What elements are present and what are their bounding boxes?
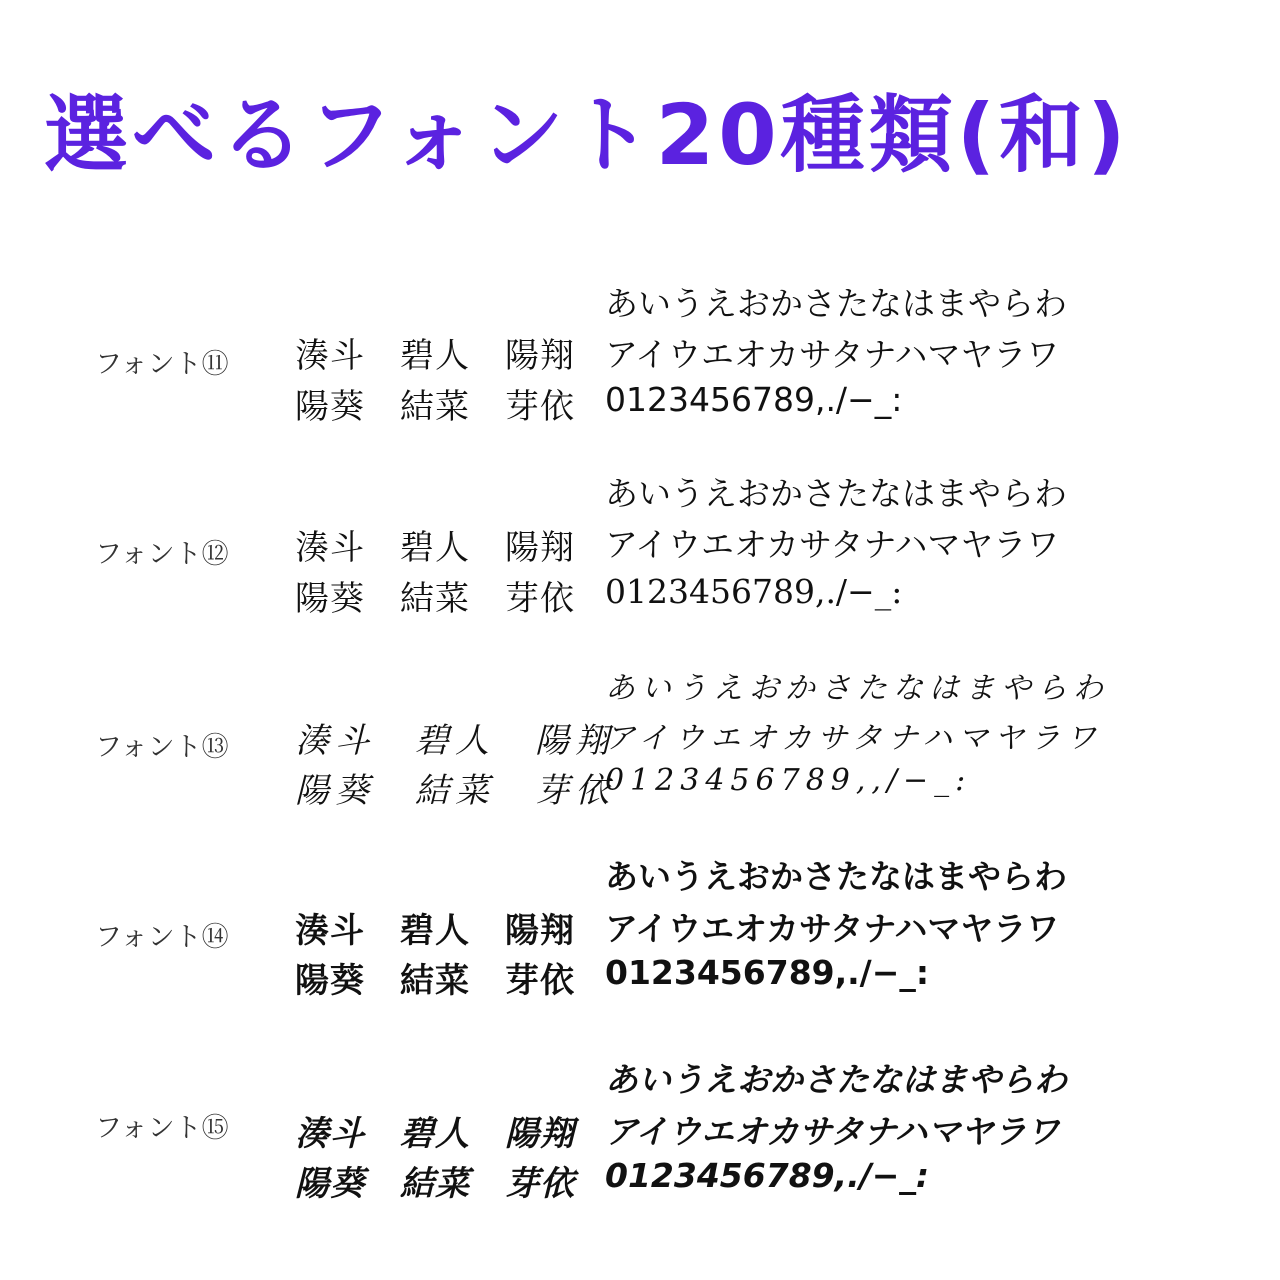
name-sample-line-2: 陽葵 結菜 芽依 xyxy=(295,579,575,619)
katakana-sample: アイウエオカサタナハマヤラワ xyxy=(605,909,1060,948)
name-sample-line-2: 陽葵 結菜 芽依 xyxy=(295,1164,575,1204)
font-sample-15 xyxy=(0,1040,1280,1210)
font-sample-12 xyxy=(0,462,1280,632)
name-sample-line-1: 湊斗 碧人 陽翔 xyxy=(295,911,575,951)
katakana-sample: アイウエオカサタナハマヤラワ xyxy=(605,525,1060,564)
name-sample-line-1: 湊斗 碧人 陽翔 xyxy=(295,336,575,376)
name-sample-line-2: 陽葵 結菜 芽依 xyxy=(295,387,575,427)
hiragana-sample: あいうえおかさたなはまやらわ xyxy=(605,1060,1067,1099)
font-sample-11 xyxy=(0,270,1280,440)
digits-sample: 0123456789,./−_: xyxy=(605,1156,930,1195)
name-sample-line-1: 湊斗 碧人 陽翔 xyxy=(295,721,615,761)
font-label: フォント⑮ xyxy=(95,1113,229,1144)
digits-sample: 0123456789,,/−_: xyxy=(605,763,972,798)
font-label: フォント⑬ xyxy=(95,732,229,763)
page-title: 選べるフォント20種類(和) xyxy=(44,86,1130,184)
hiragana-sample: あいうえおかさたなはまやらわ xyxy=(605,857,1067,896)
name-sample-line-1: 湊斗 碧人 陽翔 xyxy=(295,528,575,568)
hiragana-sample: あいうえおかさたなはまやらわ xyxy=(605,671,1109,706)
name-sample-line-1: 湊斗 碧人 陽翔 xyxy=(295,1114,575,1154)
digits-sample: 0123456789,./−_: xyxy=(605,380,903,419)
font-label: フォント⑭ xyxy=(95,922,229,953)
katakana-sample: アイウエオカサタナハマヤラワ xyxy=(605,1112,1060,1151)
font-label: フォント⑫ xyxy=(95,539,229,570)
katakana-sample: アイウエオカサタナハマヤラワ xyxy=(605,721,1103,756)
font-sample-14 xyxy=(0,847,1280,1017)
font-sample-13 xyxy=(0,655,1280,825)
hiragana-sample: あいうえおかさたなはまやらわ xyxy=(605,474,1067,513)
name-sample-line-2: 陽葵 結菜 芽依 xyxy=(295,771,615,811)
name-sample-line-2: 陽葵 結菜 芽依 xyxy=(295,961,575,1001)
katakana-sample: アイウエオカサタナハマヤラワ xyxy=(605,335,1060,374)
digits-sample: 0123456789,./−_: xyxy=(605,572,903,611)
font-label: フォント⑪ xyxy=(95,349,229,380)
digits-sample: 0123456789,./−_: xyxy=(605,953,930,992)
hiragana-sample: あいうえおかさたなはまやらわ xyxy=(605,284,1067,323)
